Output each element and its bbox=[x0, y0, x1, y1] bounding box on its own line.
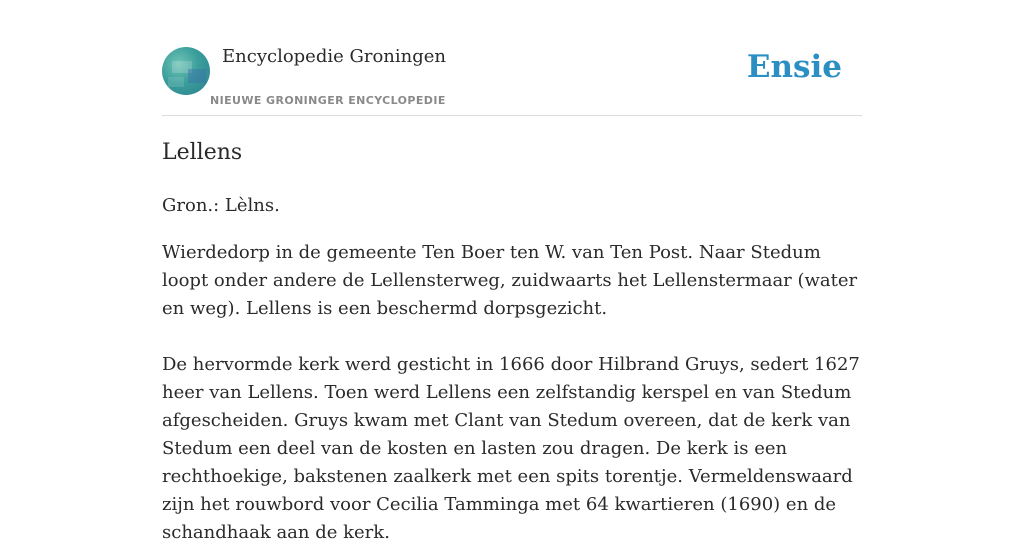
site-title-link[interactable]: Encyclopedie Groningen bbox=[222, 46, 447, 67]
logo-tile bbox=[188, 69, 206, 83]
ensie-brand-logo[interactable]: Ensie bbox=[746, 49, 842, 85]
site-subtitle: NIEUWE GRONINGER ENCYCLOPEDIE bbox=[210, 94, 446, 107]
page-container bbox=[162, 0, 862, 543]
article-title: Lellens bbox=[162, 140, 243, 165]
article-paragraph: Wierdedorp in de gemeente Ten Boer ten W. van Ten Post. Naar Stedum loopt onder andere de Lellensterweg, zuidwaarts het Lellenstermaar (water en weg). Lellens is een beschermd dorpsgezicht. bbox=[162, 242, 858, 319]
logo-tile bbox=[168, 77, 184, 87]
article-paragraph: De hervormde kerk werd gesticht in 1666 door Hilbrand Gruys, sedert 1627 heer van Lellens. Toen werd Lellens een zelfstandig kerspel en van Stedum afgescheiden. Gruys kwam met Clant van Stedum overeen, dat de kerk van Stedum een deel van de kosten en lasten zou dragen. De kerk is een rechthoekige, bakstenen zaalkerk met een spits torentje. Vermeldenswaard zijn het rouwbord voor Cecilia Tamminga met 64 kwartieren (1690) en de schandhaak aan de kerk. bbox=[162, 354, 860, 543]
site-header bbox=[162, 0, 862, 116]
site-logo-avatar[interactable] bbox=[162, 47, 210, 95]
article-paragraph: Gron.: Lèlns. bbox=[162, 195, 280, 216]
